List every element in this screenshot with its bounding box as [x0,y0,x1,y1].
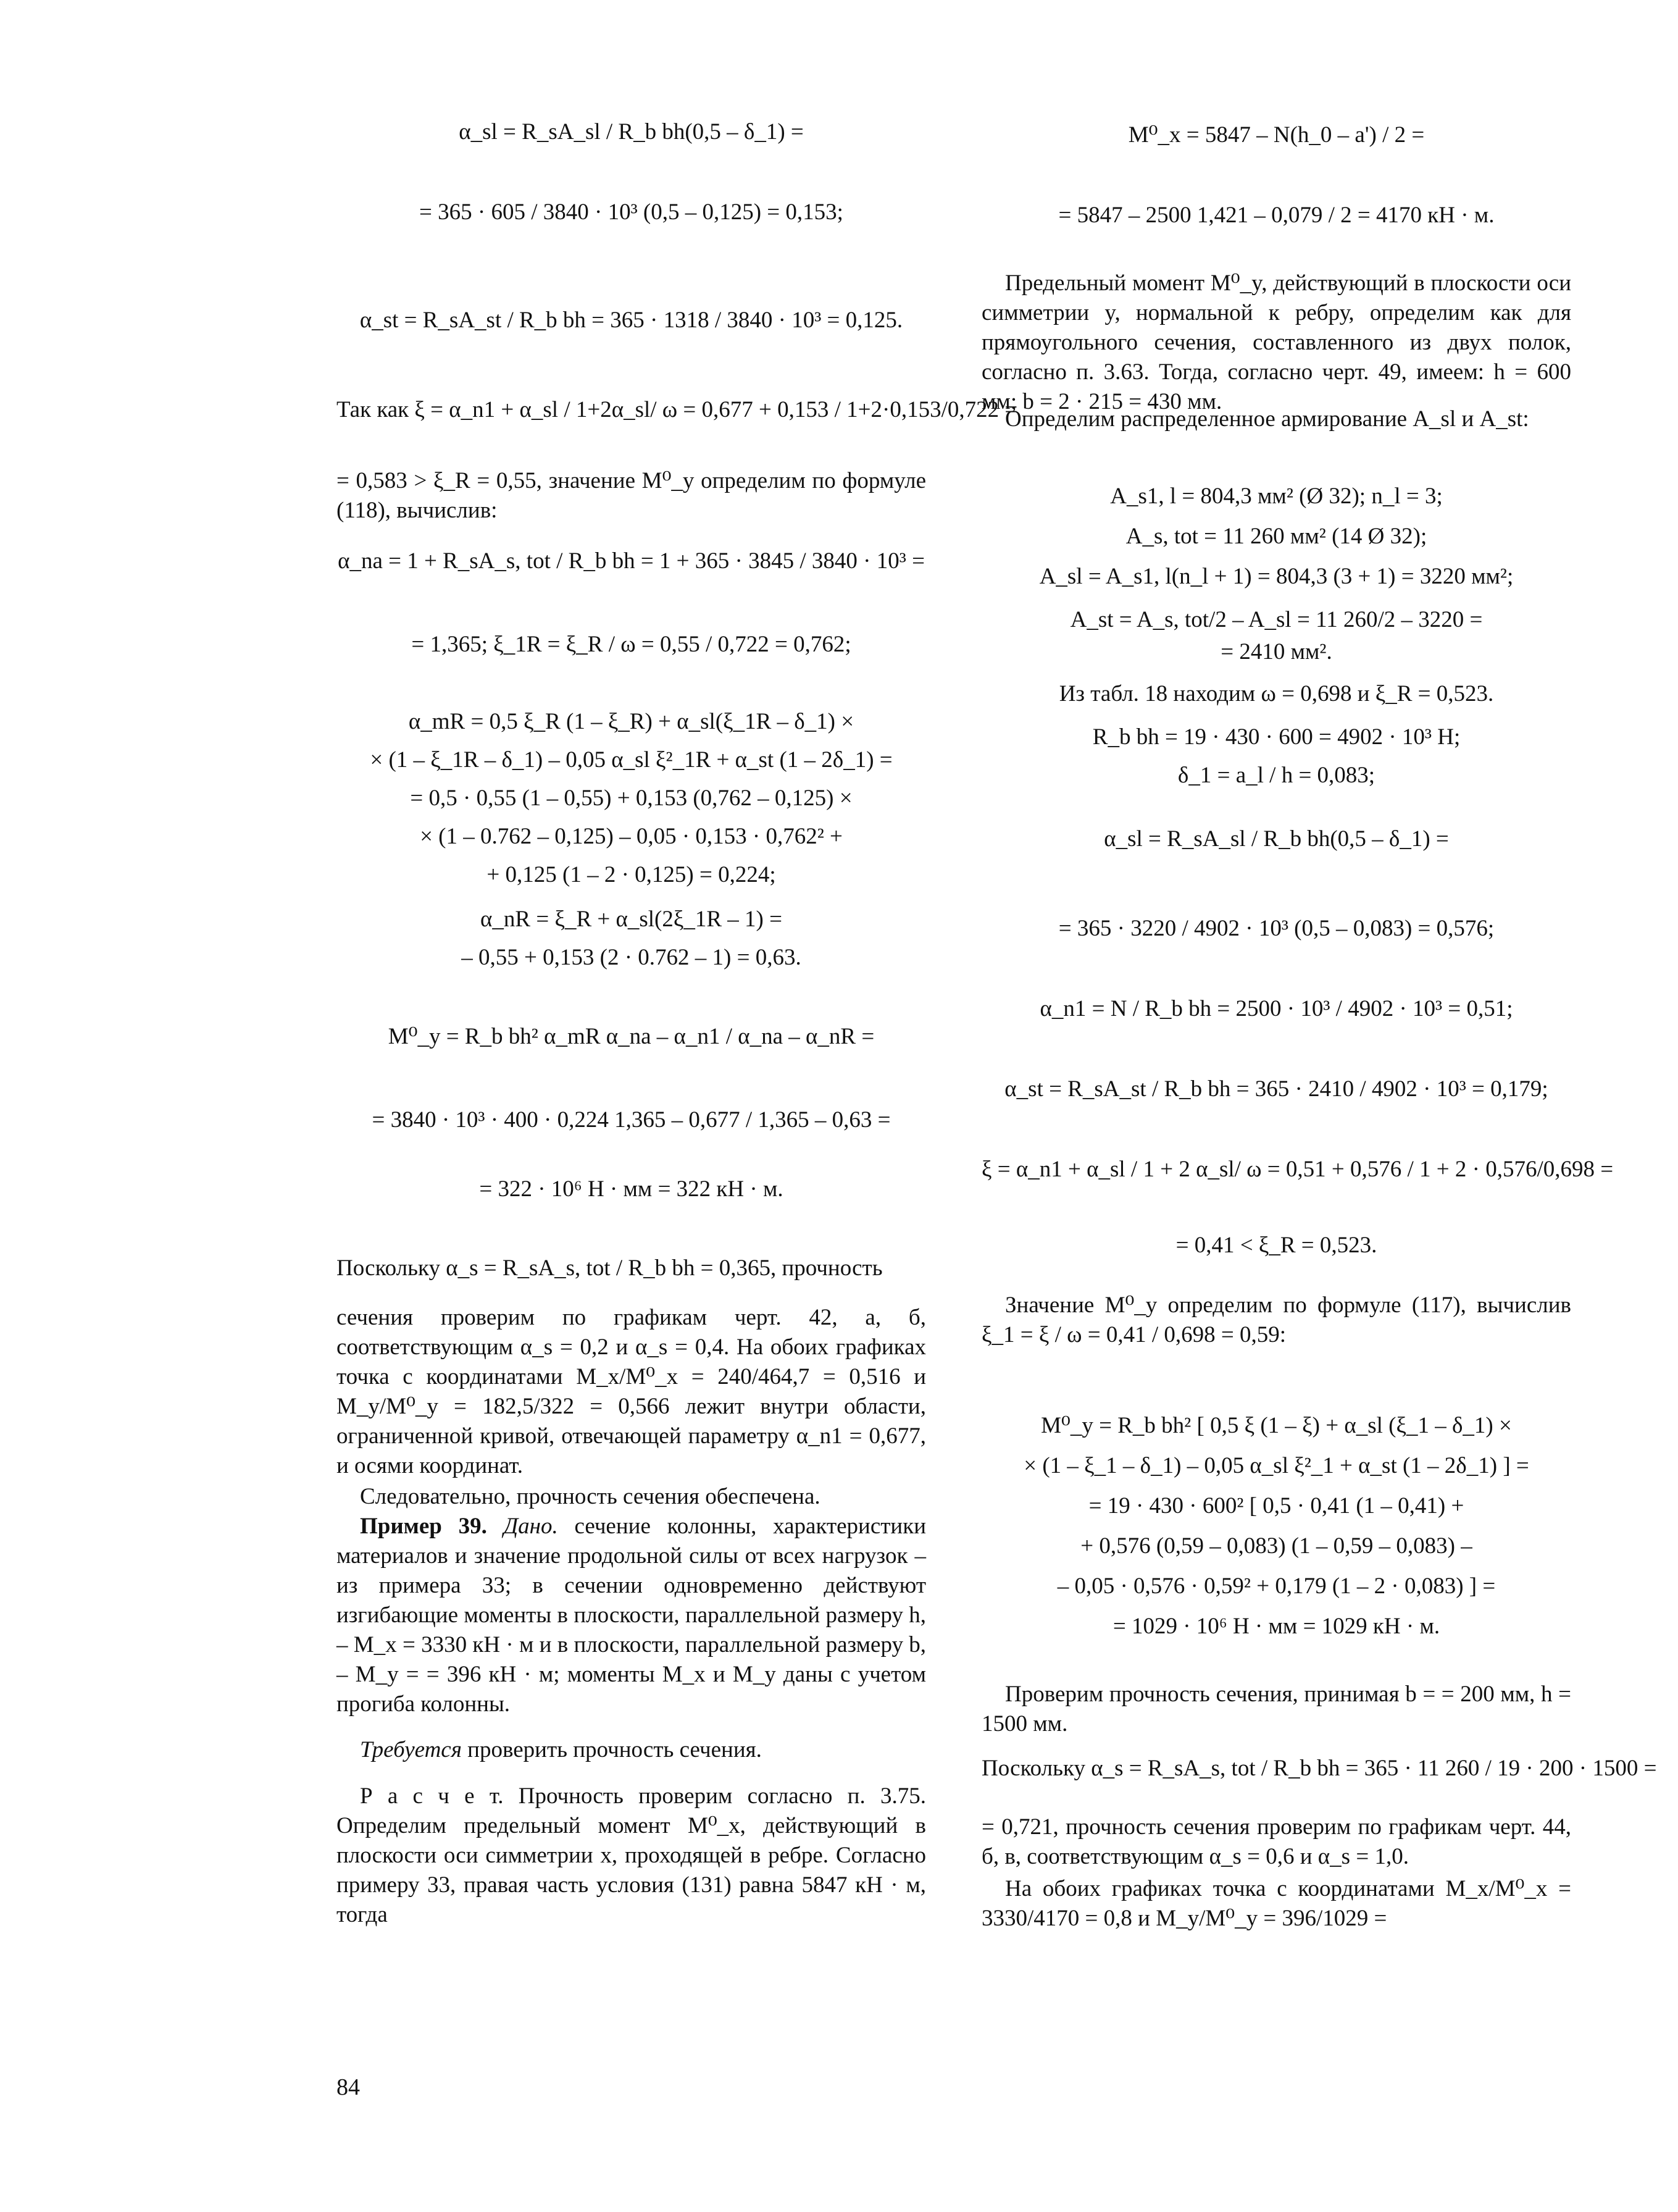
equation: Так как ξ = α_n1 + α_sl / 1+2α_sl/ ω = 0,677 + 0,153 / 1+2·0,153/0,722 = [336,397,1018,422]
equation: – 0,55 + 0,153 (2 · 0.762 – 1) = 0,63. [461,945,801,970]
paragraph: Определим распределенное армирование A_sl и A_st: [1005,406,1529,432]
calc-text: Прочность проверим согласно п. 3.75. Определим предельный момент M⁰_x, действующий в плоскости оси симметрии x, проходящей в ребре. Согласно примеру 33, правая часть условия (131) равна 5847 кН · м, тогда [336,1783,927,1927]
paragraph: Следовательно, прочность сечения обеспечена. [360,1484,820,1509]
equation: Поскольку α_s = R_sA_s, tot / R_b bh = 0,365, прочность [336,1255,883,1281]
equation: + 0,576 (0,59 – 0,083) (1 – 0,59 – 0,083) – [1080,1533,1472,1559]
paragraph: = 0,721, прочность сечения проверим по графикам черт. 44, б, в, соответствующим α_s = 0,6 и α_s = 1,0. [982,1814,1571,1869]
equation: ξ = α_n1 + α_sl / 1 + 2 α_sl/ ω = 0,51 + 0,576 / 1 + 2 · 0,576/0,698 = [982,1157,1614,1182]
example-text: сечение колонны, характеристики материалов и значение продольной силы от всех нагрузок – из примера 33; в сечении одновременно действуют изгибающие моменты в плоскости, параллельной размеру h, – M_x = 3330 кН · м и в плоскости, параллельной размеру b, – M_y = = 396 кН · м; моменты M_x и M_y даны с учетом прогиба колонны. [336,1514,927,1717]
paragraph: На обоих графиках точка с координатами M_x/M⁰_x = 3330/4170 = 0,8 и M_y/M⁰_y = 396/1029 = [982,1876,1571,1931]
equation: δ_1 = a_l / h = 0,083; [1177,763,1375,788]
equation: = 19 · 430 · 600² [ 0,5 · 0,41 (1 – 0,41) + [1088,1493,1464,1519]
equation: α_na = 1 + R_sA_s, tot / R_b bh = 1 + 365 · 3845 / 3840 · 10³ = [338,548,925,574]
equation: = 365 · 3220 / 4902 · 10³ (0,5 – 0,083) = 0,576; [1058,916,1495,941]
equation: × (1 – 0.762 – 0,125) – 0,05 · 0,153 · 0,762² + [420,824,843,849]
equation: = 1,365; ξ_1R = ξ_R / ω = 0,55 / 0,722 = 0,762; [411,632,851,657]
equation: × (1 – ξ_1 – δ_1) – 0,05 α_sl ξ²_1 + α_st (1 – 2δ_1) ] = [1024,1453,1529,1478]
equation: α_st = R_sA_st / R_b bh = 365 · 2410 / 4902 · 10³ = 0,179; [1004,1076,1548,1102]
paragraph: Из табл. 18 находим ω = 0,698 и ξ_R = 0,523. [1059,681,1494,706]
page-number: 84 [336,2074,360,2100]
example-title: Пример 39. [360,1514,487,1539]
equation: Поскольку α_s = R_sA_s, tot / R_b bh = 365 · 11 260 / 19 · 200 · 1500 = [982,1756,1657,1781]
paragraph [336,1782,926,1930]
paragraph: Предельный момент M⁰_y, действующий в плоскости оси симметрии y, нормальной к ребру, определим как для прямоугольного сечения, составленного из двух полок, согласно п. 3.63. Тогда, согласно черт. 49, имеем: h = 600 мм; b = 2 · 215 = 430 мм. [982,270,1571,414]
paragraph [336,1735,926,1765]
equation: = 322 · 10⁶ Н · мм = 322 кН · м. [479,1176,783,1202]
equation: α_st = R_sA_st / R_b bh = 365 · 1318 / 3840 · 10³ = 0,125. [359,308,903,333]
equation: M⁰_x = 5847 – N(h_0 – a') / 2 = [1128,122,1425,148]
paragraph: сечения проверим по графикам черт. 42, а, б, соответствующим α_s = 0,2 и α_s = 0,4. На обоих графиках точка с координатами M_x/M⁰_x = 240/464,7 = 0,516 и M_y/M⁰_y = 182,5/322 = 0,566 лежит внутри области, ограниченной кривой, отвечающей параметру α_n1 = 0,677, и осями координат. [336,1305,926,1478]
equation: A_st = A_s, tot/2 – A_sl = 11 260/2 – 3220 = [1070,607,1483,632]
equation: α_n1 = N / R_b bh = 2500 · 10³ / 4902 · 10³ = 0,51; [1040,996,1513,1021]
given-label: Дано. [503,1514,558,1539]
equation: R_b bh = 19 · 430 · 600 = 4902 · 10³ Н; [1092,724,1461,750]
equation: = 0,41 < ξ_R = 0,523. [1175,1233,1377,1258]
equation: × (1 – ξ_1R – δ_1) – 0,05 α_sl ξ²_1R + α_st (1 – 2δ_1) = [370,747,893,773]
equation: α_mR = 0,5 ξ_R (1 – ξ_R) + α_sl(ξ_1R – δ_1) × [408,709,854,734]
equation: = 0,5 · 0,55 (1 – 0,55) + 0,153 (0,762 – 0,125) × [410,786,853,811]
paragraph: Проверим прочность сечения, принимая b = = 200 мм, h = 1500 мм. [982,1682,1571,1737]
equation: – 0,05 · 0,576 · 0,59² + 0,179 (1 – 2 · 0,083) ] = [1057,1573,1496,1599]
equation: = 1029 · 10⁶ Н · мм = 1029 кН · м. [1112,1614,1440,1639]
equation: A_s, tot = 11 260 мм² (14 Ø 32); [1125,524,1427,549]
paragraph: Значение M⁰_y определим по формуле (117), вычислив ξ_1 = ξ / ω = 0,41 / 0,698 = 0,59: [982,1292,1571,1347]
calc-label: Р а с ч е т. [360,1783,504,1809]
equation: = 5847 – 2500 1,421 – 0,079 / 2 = 4170 кН · м. [1058,203,1495,228]
paragraph [336,1512,926,1719]
equation: + 0,125 (1 – 2 · 0,125) = 0,224; [486,862,776,887]
equation: α_nR = ξ_R + α_sl(2ξ_1R – 1) = [480,907,782,932]
equation: = 2410 мм². [1221,639,1332,664]
equation: A_sl = A_s1, l(n_l + 1) = 804,3 (3 + 1) = 3220 мм²; [1039,564,1514,589]
required-text: проверить прочность сечения. [467,1737,762,1762]
equation: = 365 · 605 / 3840 · 10³ (0,5 – 0,125) = 0,153; [419,199,843,225]
equation: A_s1, l = 804,3 мм² (Ø 32); n_l = 3; [1110,484,1443,509]
required-label: Требуется [360,1737,462,1762]
equation: α_sl = R_sA_sl / R_b bh(0,5 – δ_1) = [1104,826,1449,852]
paragraph: = 0,583 > ξ_R = 0,55, значение M⁰_y определим по формуле (118), вычислив: [336,468,926,523]
equation: = 3840 · 10³ · 400 · 0,224 1,365 – 0,677 / 1,365 – 0,63 = [372,1107,891,1133]
equation: α_sl = R_sA_sl / R_b bh(0,5 – δ_1) = [459,119,804,145]
equation: M⁰_y = R_b bh² α_mR α_na – α_n1 / α_na – α_nR = [388,1024,875,1049]
equation: M⁰_y = R_b bh² [ 0,5 ξ (1 – ξ) + α_sl (ξ_1 – δ_1) × [1041,1413,1512,1438]
